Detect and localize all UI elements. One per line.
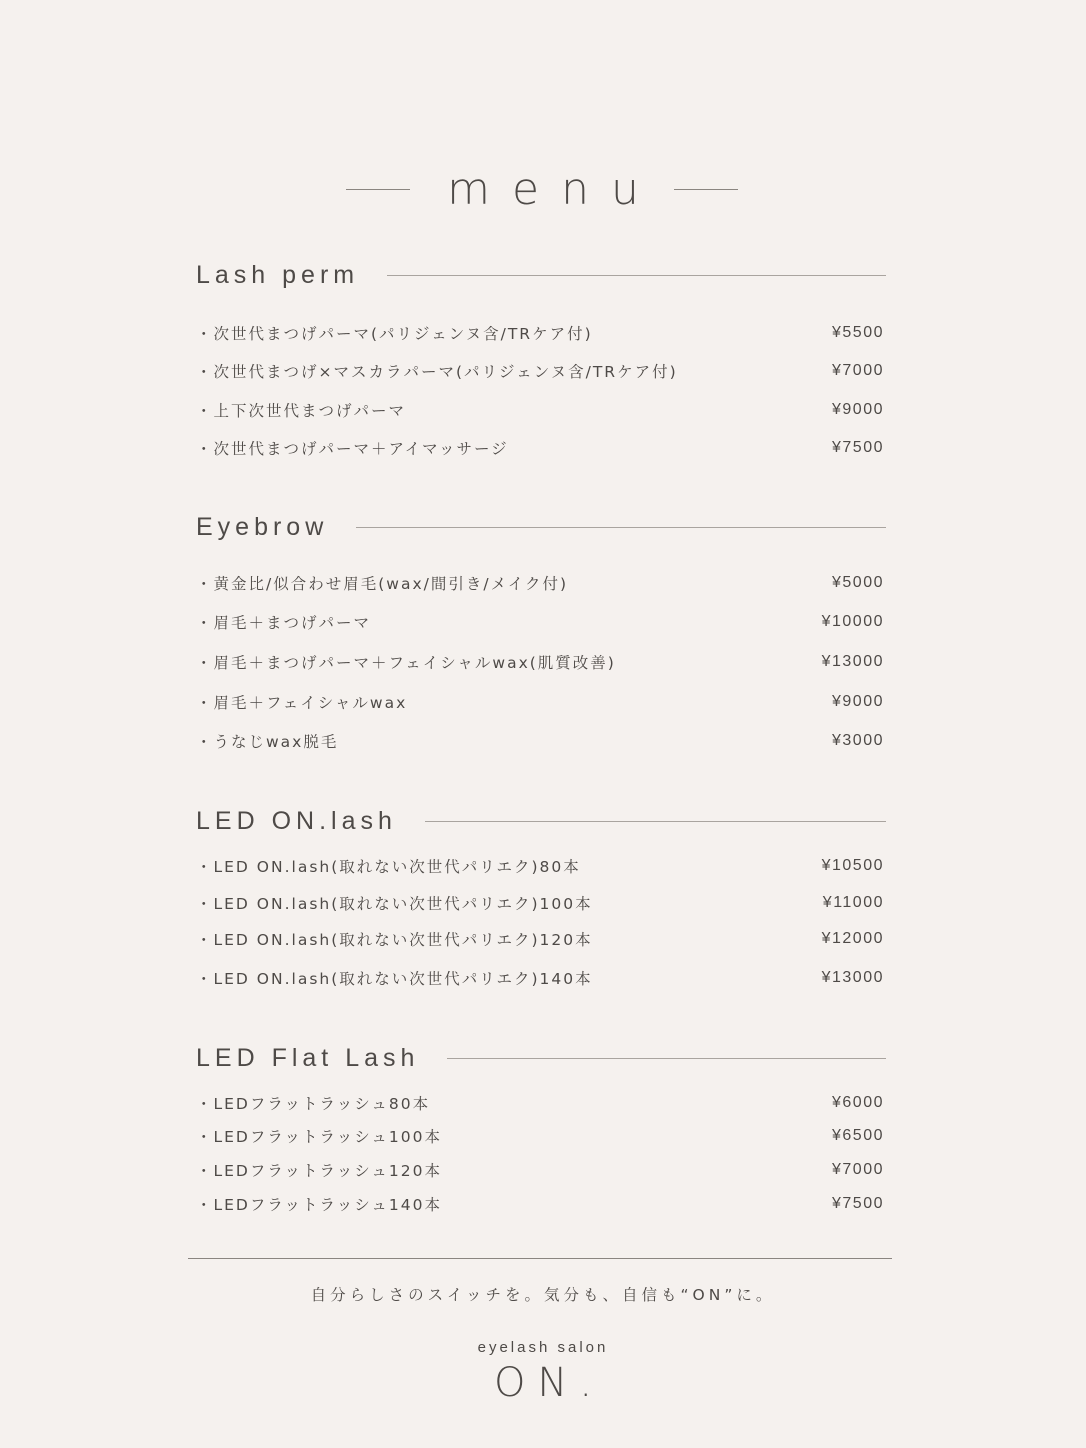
item-name: ・眉毛＋まつげパーマ	[196, 614, 372, 632]
item-name: ・LEDフラットラッシュ140本	[196, 1196, 443, 1214]
menu-item	[196, 610, 884, 634]
item-name: ・LED ON.lash(取れない次世代パリエク)80本	[196, 858, 581, 876]
tagline: 自分らしさのスイッチを。気分も、自信も“ON”に。	[310, 1286, 776, 1304]
item-name: ・黄金比/似合わせ眉毛(wax/間引き/メイク付)	[196, 575, 568, 593]
item-name: ・LEDフラットラッシュ100本	[196, 1128, 443, 1146]
item-price: ¥11000	[822, 894, 884, 911]
title-divider-right	[674, 189, 738, 190]
menu-item	[196, 436, 884, 460]
item-name: ・LEDフラットラッシュ120本	[196, 1162, 443, 1180]
section-eyebrow	[196, 510, 886, 760]
menu-item	[196, 571, 884, 595]
section-divider	[425, 821, 886, 822]
footer-divider	[188, 1258, 892, 1259]
item-name: ・次世代まつげパーマ＋アイマッサージ	[196, 440, 509, 458]
item-price: ¥12000	[821, 930, 884, 947]
section-header	[196, 258, 886, 292]
item-price: ¥9000	[832, 693, 884, 710]
item-name: ・LED ON.lash(取れない次世代パリエク)120本	[196, 931, 593, 949]
section-lash-perm	[196, 258, 886, 468]
section-title: LED ON.lash	[196, 806, 397, 835]
item-name: ・次世代まつげパーマ(パリジェンヌ含/TRケア付)	[196, 325, 593, 343]
menu-item	[196, 359, 884, 383]
item-price: ¥7000	[832, 362, 884, 379]
item-price: ¥10000	[821, 613, 884, 630]
section-divider	[356, 527, 886, 528]
menu-item	[196, 1158, 884, 1182]
item-name: ・LEDフラットラッシュ80本	[196, 1095, 431, 1113]
item-price: ¥3000	[832, 732, 884, 749]
menu-item	[196, 729, 884, 753]
menu-item	[196, 650, 884, 674]
item-price: ¥6000	[832, 1094, 884, 1111]
menu-item	[196, 1124, 884, 1148]
item-price: ¥9000	[832, 401, 884, 418]
item-price: ¥6500	[832, 1127, 884, 1144]
item-name: ・上下次世代まつげパーマ	[196, 402, 407, 420]
menu-item	[196, 1192, 884, 1216]
menu-header	[0, 160, 1086, 220]
item-price: ¥7500	[832, 439, 884, 456]
item-name: ・眉毛＋フェイシャルwax	[196, 694, 408, 712]
menu-item	[196, 321, 884, 345]
section-header	[196, 1041, 886, 1075]
item-price: ¥10500	[821, 857, 884, 874]
menu-item	[196, 854, 884, 878]
item-price: ¥13000	[821, 969, 884, 986]
item-name: ・次世代まつげ×マスカラパーマ(パリジェンヌ含/TRケア付)	[196, 363, 678, 381]
item-name: ・うなじwax脱毛	[196, 733, 339, 751]
item-price: ¥5000	[832, 574, 884, 591]
menu-item	[196, 398, 884, 422]
menu-item	[196, 690, 884, 714]
item-price: ¥7000	[832, 1161, 884, 1178]
item-price: ¥7500	[832, 1195, 884, 1212]
menu-item	[196, 966, 884, 990]
section-header	[196, 804, 886, 838]
section-led-flat-lash	[196, 1041, 886, 1221]
section-divider	[387, 275, 886, 276]
item-price: ¥5500	[832, 324, 884, 341]
section-header	[196, 510, 886, 544]
section-title: Eyebrow	[196, 512, 329, 541]
section-divider	[447, 1058, 886, 1059]
menu-item	[196, 927, 884, 951]
item-price: ¥13000	[821, 653, 884, 670]
item-name: ・LED ON.lash(取れない次世代パリエク)140本	[196, 970, 593, 988]
item-name: ・眉毛＋まつげパーマ＋フェイシャルwax(肌質改善)	[196, 654, 616, 672]
item-name: ・LED ON.lash(取れない次世代パリエク)100本	[196, 895, 593, 913]
page-title: menu	[447, 164, 661, 215]
section-title: Lash perm	[196, 260, 360, 289]
section-title: LED Flat Lash	[196, 1043, 420, 1072]
salon-logo-text: ON.	[493, 1360, 605, 1406]
menu-item	[196, 891, 884, 915]
menu-item	[196, 1091, 884, 1115]
salon-subtitle: eyelash salon	[477, 1339, 609, 1356]
section-led-on-lash	[196, 804, 886, 994]
